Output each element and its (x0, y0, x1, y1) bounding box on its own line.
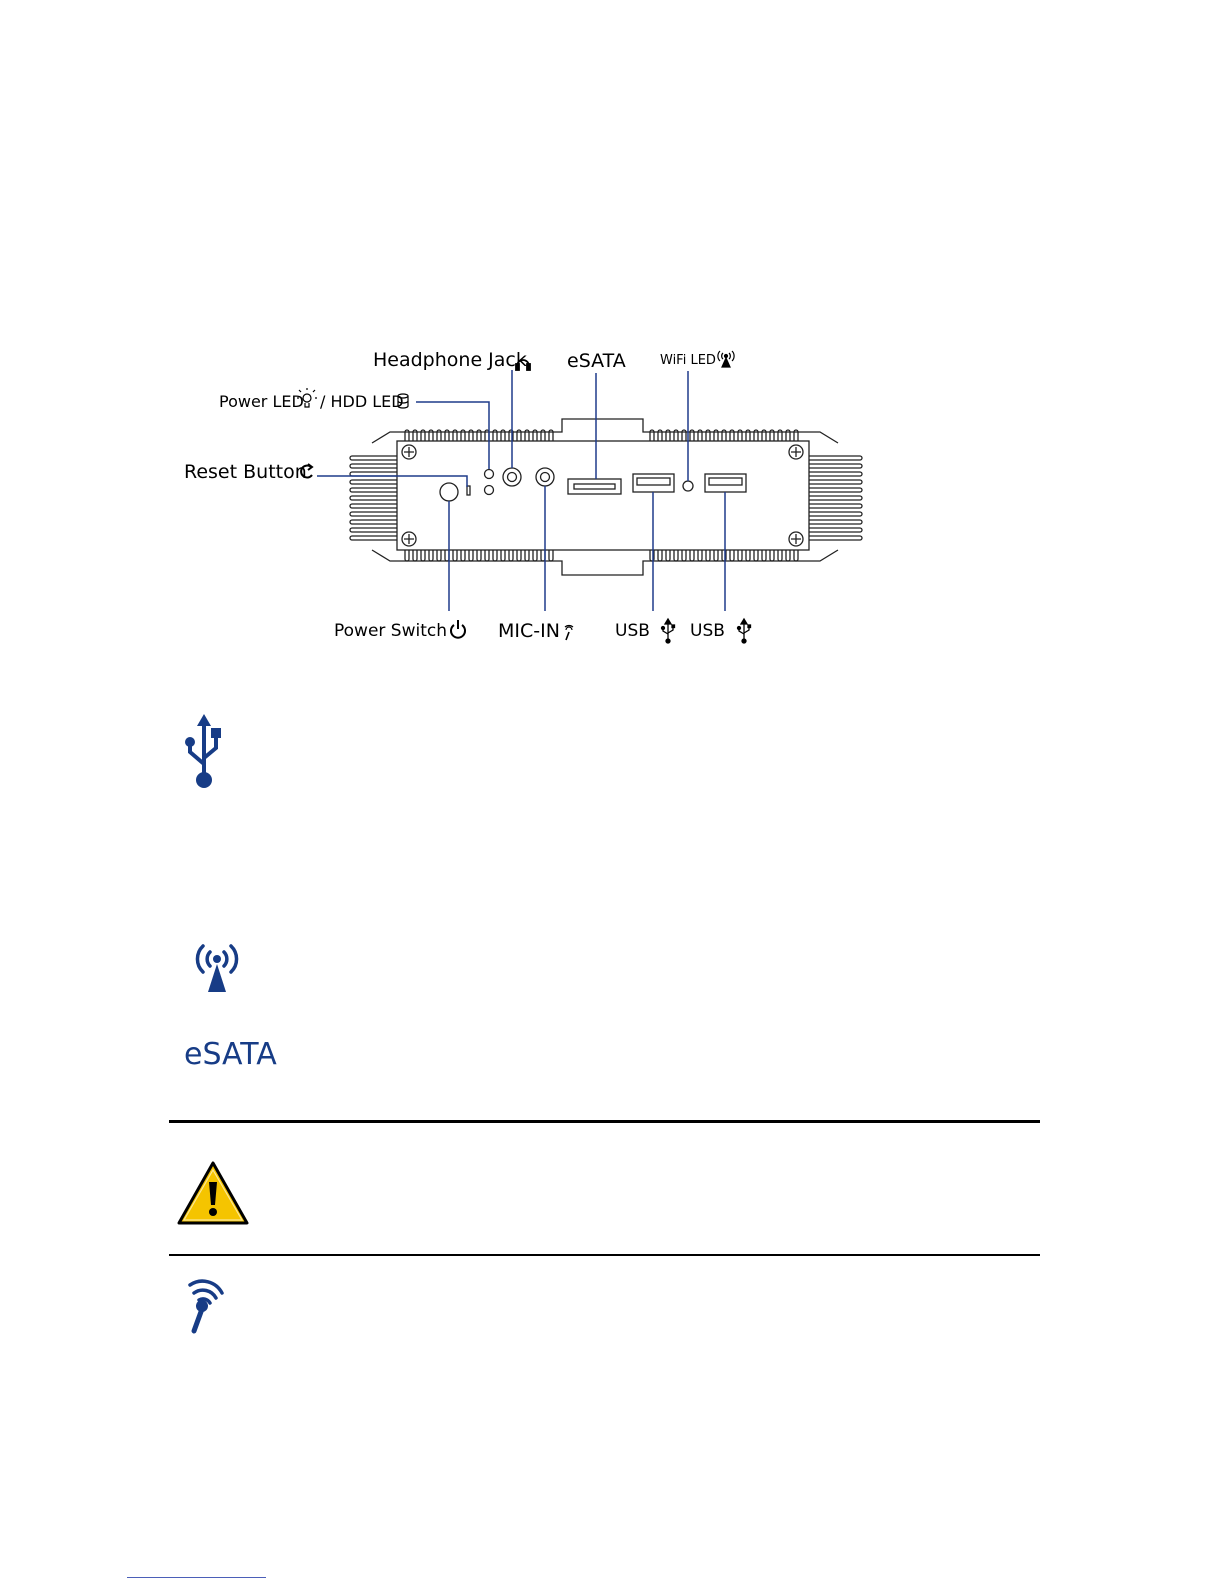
label-esata: eSATA (567, 350, 626, 372)
microphone-icon (186, 1273, 232, 1335)
label-power-switch: Power Switch (334, 621, 448, 641)
label-usb-2: USB (690, 621, 725, 641)
label-reset-button: Reset Button (184, 461, 307, 483)
label-wifi-led: WiFi LED (660, 353, 716, 368)
power-icon (451, 620, 465, 638)
label-mic-in: MIC-IN (498, 620, 560, 642)
label-usb-1: USB (615, 621, 650, 641)
warning-triangle-icon (176, 1160, 250, 1226)
wifi-antenna-icon (718, 351, 734, 367)
usb-icon (662, 619, 675, 643)
label-power-led: Power LED (219, 392, 304, 411)
usb-icon (182, 712, 228, 792)
microphone-icon (565, 625, 573, 640)
section-divider-top (169, 1120, 1040, 1123)
footer-line (127, 1577, 266, 1578)
esata-logo: eSATA (184, 1037, 277, 1072)
wifi-antenna-icon (193, 940, 241, 996)
usb-icon (738, 619, 751, 643)
section-divider-bottom (169, 1254, 1040, 1256)
label-hdd-led: / HDD LED (320, 392, 404, 411)
label-headphone-jack: Headphone Jack (373, 349, 527, 371)
